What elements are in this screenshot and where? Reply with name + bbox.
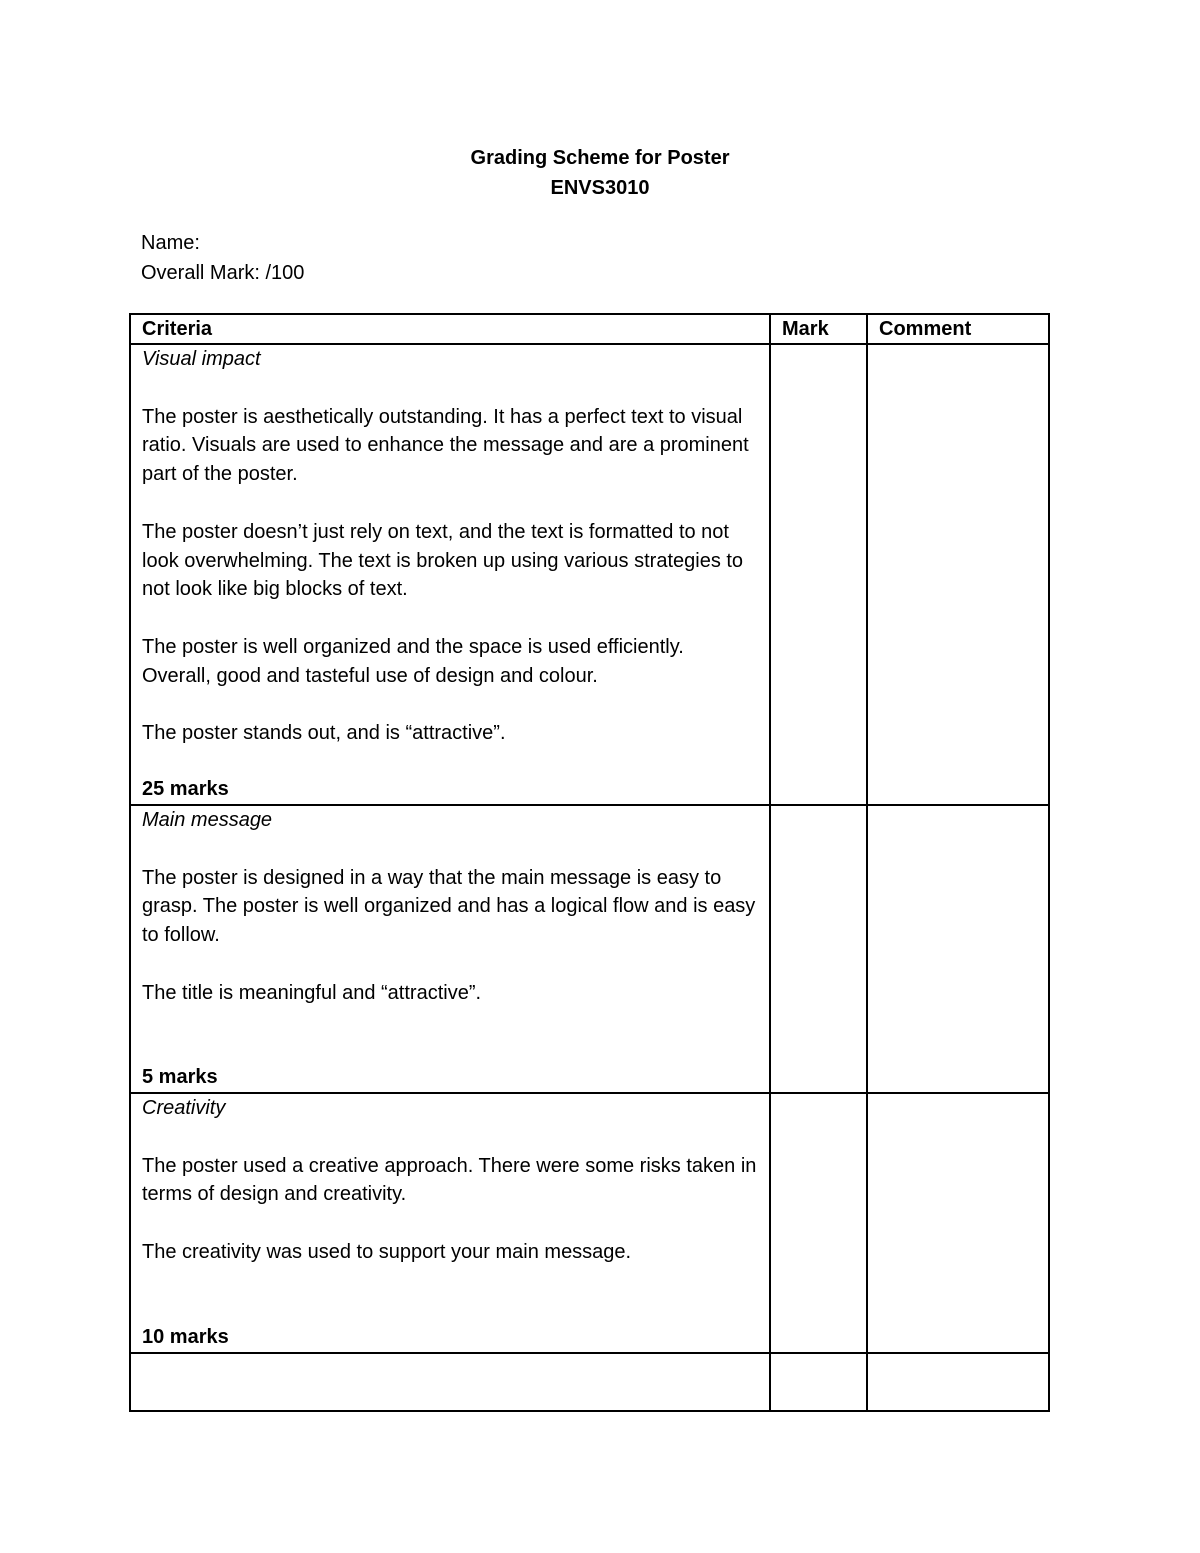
- criteria-cell-main-message: [130, 805, 770, 1093]
- student-info: [141, 228, 304, 288]
- table-header-row: [130, 314, 1049, 344]
- section-title: Creativity: [142, 1097, 226, 1119]
- criteria-paragraph: The poster stands out, and is “attractive”.: [142, 722, 506, 745]
- criteria-paragraph: The poster used a creative approach. There were some risks taken in terms of design and creativity.: [142, 1154, 757, 1206]
- table-row: [130, 344, 1049, 805]
- section-title: Visual impact: [142, 348, 261, 370]
- comment-cell[interactable]: [867, 1093, 1049, 1353]
- overall-mark-label: Overall Mark: /100: [141, 262, 305, 284]
- criteria-paragraph: The title is meaningful and “attractive”.: [142, 981, 482, 1004]
- section-title: Main message: [142, 809, 273, 831]
- mark-cell[interactable]: [770, 805, 867, 1093]
- comment-header: Comment: [867, 314, 1049, 344]
- name-label: Name:: [141, 232, 200, 254]
- marks-value: 25 marks: [142, 778, 229, 800]
- course-code: ENVS3010: [550, 177, 650, 199]
- marks-value: 10 marks: [142, 1326, 229, 1348]
- blank-criteria-cell[interactable]: [130, 1353, 770, 1411]
- marks-value: 5 marks: [142, 1066, 218, 1088]
- mark-header: Mark: [770, 314, 867, 344]
- document-header: [0, 143, 1200, 203]
- table-row: [130, 805, 1049, 1093]
- grading-rubric-table: [129, 313, 1050, 1412]
- mark-cell[interactable]: [770, 344, 867, 805]
- table-row: [130, 1093, 1049, 1353]
- blank-comment-cell[interactable]: [867, 1353, 1049, 1411]
- document-title: Grading Scheme for Poster: [470, 147, 730, 169]
- criteria-cell-creativity: [130, 1093, 770, 1353]
- criteria-paragraph: The creativity was used to support your main message.: [142, 1240, 632, 1263]
- criteria-paragraph: The poster is well organized and the space is used efficiently. Overall, good and tasteful use of design and colour.: [142, 635, 684, 687]
- total-mark-cell[interactable]: [770, 1353, 867, 1411]
- table-row-blank: [130, 1353, 1049, 1411]
- criteria-header: Criteria: [130, 314, 770, 344]
- criteria-paragraph: The poster is aesthetically outstanding. It has a perfect text to visual ratio. Visuals are used to enhance the message and are a prominent part of the poster.: [142, 405, 749, 486]
- criteria-paragraph: The poster doesn’t just rely on text, and the text is formatted to not look overwhelming. The text is broken up using various strategies to not look like big blocks of text.: [142, 520, 744, 601]
- comment-cell[interactable]: [867, 344, 1049, 805]
- mark-cell[interactable]: [770, 1093, 867, 1353]
- criteria-paragraph: The poster is designed in a way that the main message is easy to grasp. The poster is well organized and has a logical flow and is easy to follow.: [142, 866, 756, 947]
- comment-cell[interactable]: [867, 805, 1049, 1093]
- criteria-cell-visual-impact: [130, 344, 770, 805]
